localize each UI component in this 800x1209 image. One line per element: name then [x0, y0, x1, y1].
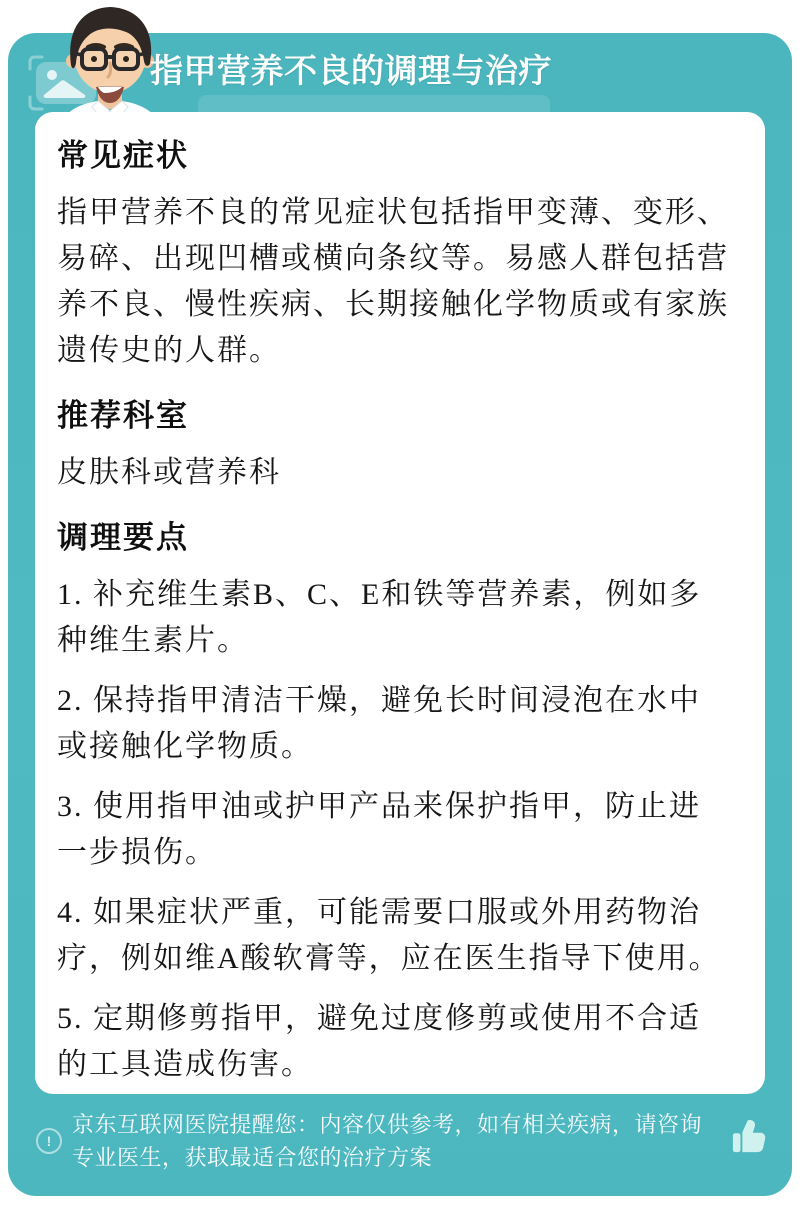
section-heading-department: 推荐科室 — [57, 398, 189, 433]
symptoms-text: 指甲营养不良的常见症状包括指甲变薄、变形、易碎、出现凹槽或横向条纹等。易感人群包括营养不良、慢性疾病、长期接触化学物质或有家族遗传史的人群。 — [57, 196, 729, 367]
info-icon-glyph: ! — [46, 1133, 52, 1149]
section-heading-care-points: 调理要点 — [57, 520, 189, 555]
thumbs-up-icon[interactable] — [730, 1119, 768, 1155]
disclaimer-bar — [8, 1094, 792, 1196]
page-title: 指甲营养不良的调理与治疗 — [150, 52, 552, 89]
disclaimer-text: 京东互联网医院提醒您：内容仅供参考，如有相关疾病，请咨询专业医生，获取最适合您的治疗方案 — [72, 1112, 703, 1170]
content-panel — [8, 33, 792, 1196]
care-point-item: 5. 定期修剪指甲，避免过度修剪或使用不合适的工具造成伤害。 — [57, 1002, 701, 1081]
section-heading-symptoms: 常见症状 — [57, 138, 189, 173]
info-card — [35, 112, 765, 1094]
department-text: 皮肤科或营养科 — [57, 456, 281, 489]
care-point-item: 1. 补充维生素B、C、E和铁等营养素，例如多种维生素片。 — [57, 578, 702, 657]
care-point-item: 3. 使用指甲油或护甲产品来保护指甲，防止进一步损伤。 — [57, 790, 701, 869]
header — [8, 33, 792, 112]
care-point-item: 2. 保持指甲清洁干燥，避免长时间浸泡在水中或接触化学物质。 — [57, 684, 701, 763]
care-point-item: 4. 如果症状严重，可能需要口服或外用药物治疗，例如维A酸软膏等，应在医生指导下使用。 — [57, 896, 721, 975]
info-icon — [36, 1128, 62, 1154]
